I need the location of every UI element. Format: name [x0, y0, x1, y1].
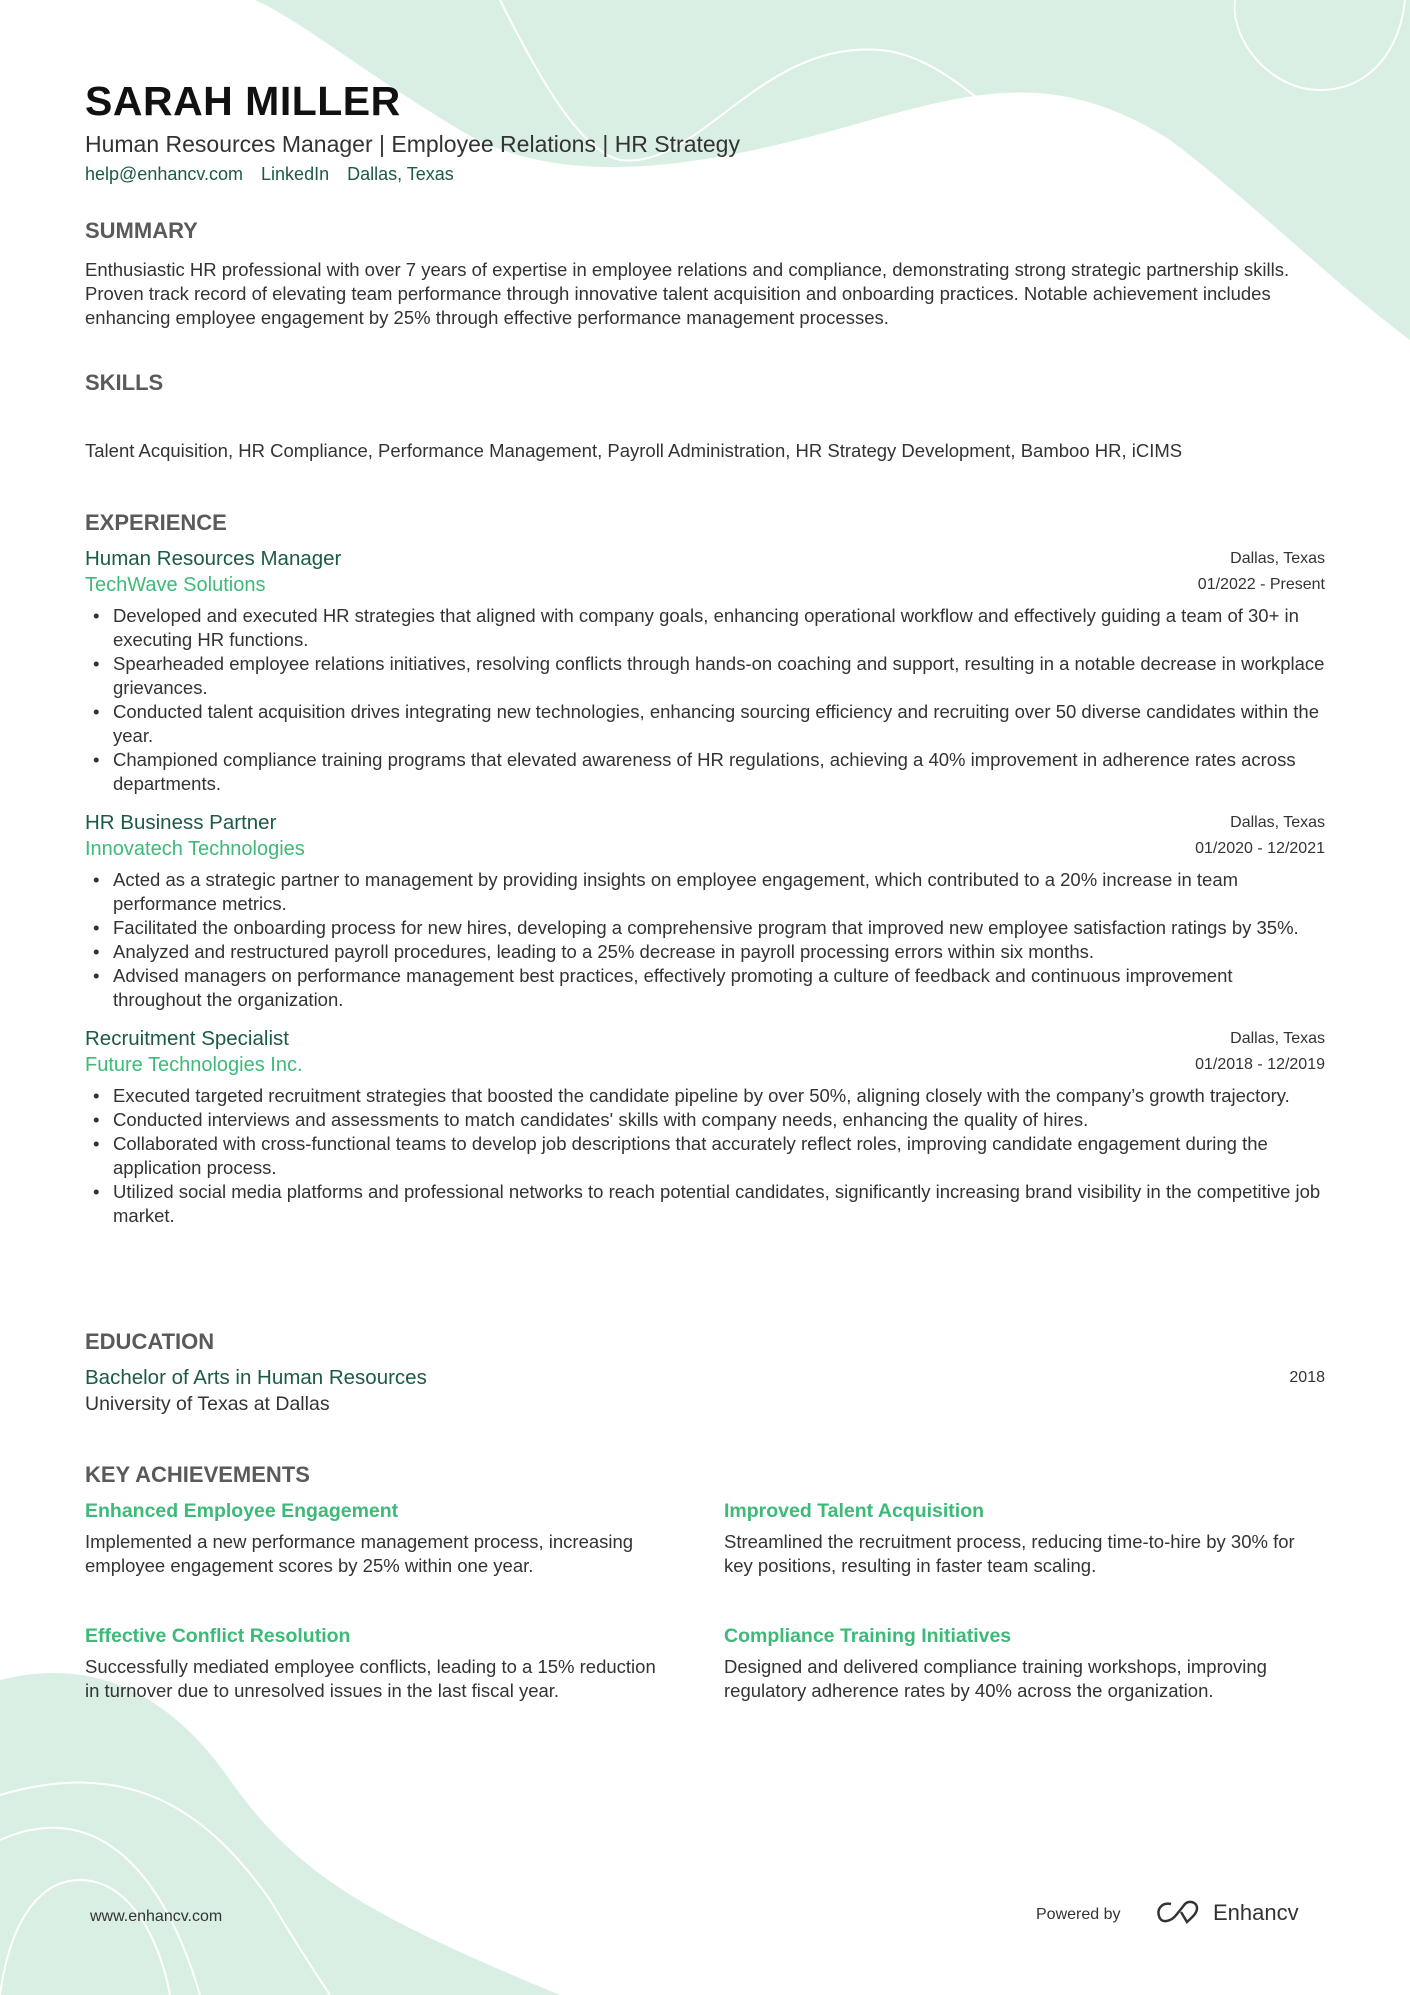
achievement-item — [85, 1498, 665, 1578]
bullet-item: • Championed compliance training programs that elevated awareness of HR regulations, achieving a 40% improvement in adherence rates across departments. — [85, 748, 1325, 796]
bullet-item: • Advised managers on performance management best practices, effectively promoting a culture of feedback and continuous improvement throughout the organization. — [85, 964, 1325, 1012]
summary-heading: SUMMARY — [85, 218, 198, 243]
job-entry — [85, 546, 1325, 796]
bullet-item: • Analyzed and restructured payroll procedures, leading to a 25% decrease in payroll processing errors within six months. — [85, 940, 1325, 964]
job-location: Dallas, Texas — [1230, 550, 1325, 567]
bullet-item: • Collaborated with cross-functional teams to develop job descriptions that accurately reflect roles, improving candidate engagement during the application process. — [85, 1132, 1325, 1180]
brand-name: Enhancv — [1213, 1900, 1299, 1925]
achievement-title: Compliance Training Initiatives — [724, 1625, 1012, 1647]
job-title: Recruitment Specialist — [85, 1027, 289, 1050]
experience-heading: EXPERIENCE — [85, 510, 227, 535]
skills-text: Talent Acquisition, HR Compliance, Performance Management, Payroll Administration, HR Strategy Development, Bamboo HR, iCIMS — [85, 440, 1183, 461]
contact-row — [85, 164, 1325, 185]
achievement-title: Improved Talent Acquisition — [724, 1500, 985, 1522]
summary-text: Enthusiastic HR professional with over 7 years of expertise in employee relations and compliance, demonstrating strong strategic partnership skills. Proven track record of elevating team performance through innovative talent acquisition and onboarding practices. Notable achievement includes enhancing employee engagement by 25% through effective performance management processes. — [85, 259, 1290, 328]
achievement-text: Successfully mediated employee conflicts, leading to a 15% reduction in turnover due to unresolved issues in the last fiscal year. — [85, 1656, 656, 1701]
location: Dallas, Texas — [347, 164, 454, 184]
achievement-title: Effective Conflict Resolution — [85, 1625, 351, 1647]
education-year: 2018 — [1289, 1369, 1325, 1386]
bullet-item: • Developed and executed HR strategies that aligned with company goals, enhancing operational workflow and effectively guiding a team of 30+ in executing HR functions. — [85, 604, 1325, 652]
achievement-text: Streamlined the recruitment process, reducing time-to-hire by 30% for key positions, resulting in faster team scaling. — [724, 1531, 1295, 1576]
headline: Human Resources Manager | Employee Relations | HR Strategy — [85, 131, 740, 157]
bullet-item: • Conducted talent acquisition drives integrating new technologies, enhancing sourcing efficiency and recruiting over 50 diverse candidates within the year. — [85, 700, 1325, 748]
job-location: Dallas, Texas — [1230, 1030, 1325, 1047]
job-dates: 01/2020 - 12/2021 — [1195, 840, 1325, 857]
education-heading: EDUCATION — [85, 1329, 215, 1354]
bullet-item: • Utilized social media platforms and professional networks to reach potential candidates, significantly increasing brand visibility in the competitive job market. — [85, 1180, 1325, 1228]
candidate-name: SARAH MILLER — [85, 78, 401, 124]
job-bullets — [85, 868, 1325, 1012]
enhancv-logo[interactable] — [1155, 1900, 1299, 1926]
linkedin-link[interactable]: LinkedIn — [261, 164, 330, 184]
bullet-item: • Conducted interviews and assessments to match candidates' skills with company needs, enhancing the quality of hires. — [85, 1108, 1325, 1132]
bullet-item: • Facilitated the onboarding process for new hires, developing a comprehensive program that improved new employee satisfaction ratings by 35%. — [85, 916, 1325, 940]
bullet-item: • Acted as a strategic partner to management by providing insights on employee engagement, which contributed to a 20% increase in team performance metrics. — [85, 868, 1325, 916]
skills-heading: SKILLS — [85, 370, 164, 395]
job-title: HR Business Partner — [85, 811, 277, 834]
achievement-text: Implemented a new performance management process, increasing employee engagement scores by 25% within one year. — [85, 1531, 634, 1576]
company-name: Future Technologies Inc. — [85, 1054, 303, 1076]
achievement-text: Designed and delivered compliance training workshops, improving regulatory adherence rates by 40% across the organization. — [724, 1656, 1267, 1701]
school: University of Texas at Dallas — [85, 1393, 330, 1415]
education-section — [85, 1329, 1325, 1417]
achievement-item — [724, 1498, 1304, 1578]
experience-section — [85, 510, 1325, 1242]
job-dates: 01/2018 - 12/2019 — [1195, 1056, 1325, 1073]
powered-by: Powered by — [1036, 1906, 1121, 1923]
job-entry — [85, 810, 1325, 1012]
bullet-item: • Executed targeted recruitment strategies that boosted the candidate pipeline by over 50%, aligning closely with the company’s growth trajectory. — [85, 1084, 1325, 1108]
degree: Bachelor of Arts in Human Resources — [85, 1366, 427, 1389]
job-dates: 01/2022 - Present — [1197, 576, 1325, 593]
job-entry — [85, 1026, 1325, 1228]
summary-section — [85, 218, 1325, 330]
enhancv-logo-icon — [1155, 1900, 1203, 1926]
header — [85, 78, 1325, 185]
company-name: Innovatech Technologies — [85, 838, 305, 860]
company-name: TechWave Solutions — [85, 574, 266, 596]
achievement-item — [724, 1623, 1304, 1703]
email-link[interactable]: help@enhancv.com — [85, 164, 244, 184]
achievements-heading: KEY ACHIEVEMENTS — [85, 1462, 310, 1487]
job-bullets — [85, 604, 1325, 796]
achievement-title: Enhanced Employee Engagement — [85, 1500, 399, 1522]
skills-section — [85, 370, 1325, 463]
job-bullets — [85, 1084, 1325, 1228]
job-location: Dallas, Texas — [1230, 814, 1325, 831]
job-title: Human Resources Manager — [85, 547, 342, 570]
achievement-item — [85, 1623, 665, 1703]
bullet-item: • Spearheaded employee relations initiatives, resolving conflicts through hands-on coaching and support, resulting in a notable decrease in workplace grievances. — [85, 652, 1325, 700]
website[interactable]: www.enhancv.com — [90, 1908, 223, 1925]
